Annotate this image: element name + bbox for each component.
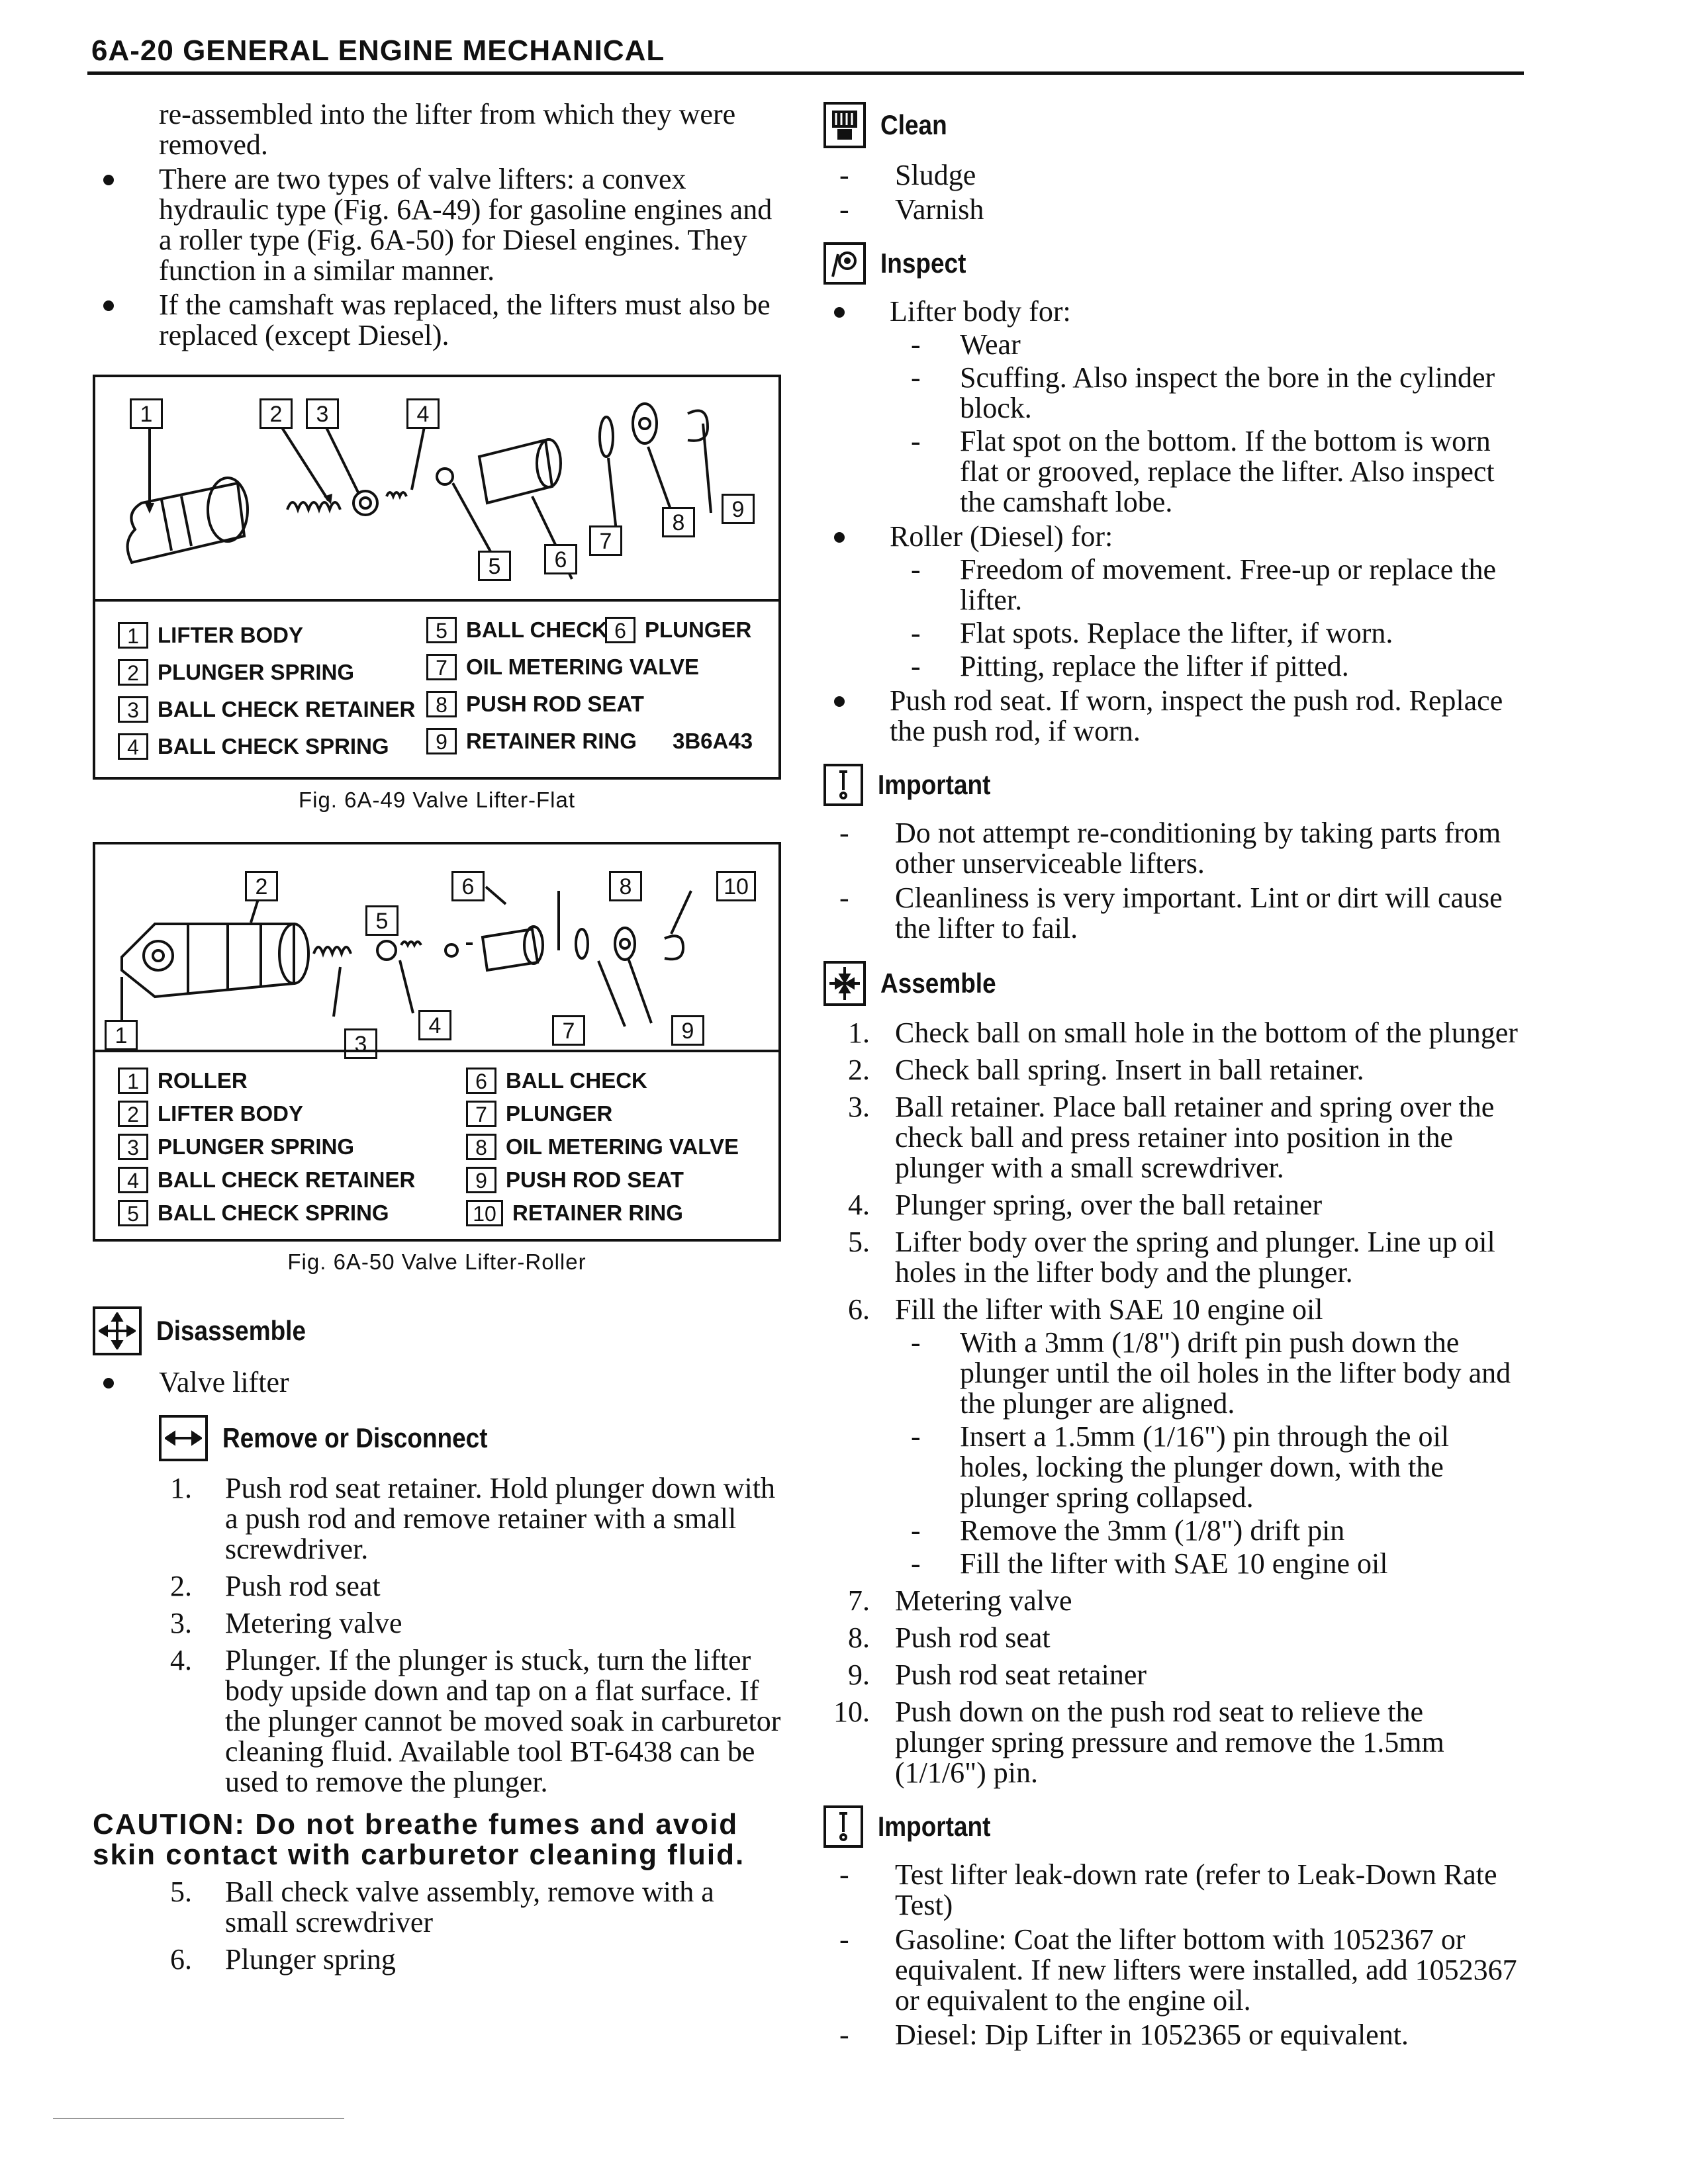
important2-item-1: - Test lifter leak-down rate (refer to Leak-Down Rate Test) bbox=[823, 1860, 1519, 1921]
assemble-title: Assemble bbox=[880, 968, 996, 999]
important-heading-1 bbox=[823, 764, 1519, 806]
fig50-legend-item-6: 6 BALL CHECK bbox=[466, 1066, 647, 1096]
important-icon bbox=[823, 1805, 863, 1848]
assemble-step-8: 8. Push rod seat bbox=[848, 1621, 1051, 1654]
inspect-freedom: - Freedom of movement. Free-up or replace the lifter. bbox=[823, 555, 1519, 615]
fig50-caption: Fig. 6A-50 Valve Lifter-Roller bbox=[287, 1250, 586, 1274]
disassemble-step-6: 6. Plunger spring bbox=[170, 1943, 396, 1976]
figure-6a-50 bbox=[93, 842, 781, 1242]
fig50-callout-1: 1 bbox=[105, 1020, 138, 1050]
inspect-flat-spots: - Flat spots. Replace the lifter, if worn. bbox=[823, 618, 1519, 649]
fig49-callout-9: 9 bbox=[722, 494, 755, 524]
inspect-icon bbox=[823, 242, 866, 285]
fig50-legend-item-8: 8 OIL METERING VALVE bbox=[466, 1132, 739, 1162]
inspect-wear: - Wear bbox=[823, 330, 1519, 360]
fig49-legend-item-2: 2 PLUNGER SPRING bbox=[118, 657, 354, 688]
clean-heading bbox=[823, 102, 1519, 148]
disassemble-icon bbox=[93, 1306, 142, 1355]
fig50-callout-9: 9 bbox=[671, 1015, 704, 1046]
inspect-heading bbox=[823, 242, 1519, 285]
important-heading-2 bbox=[823, 1805, 1519, 1848]
fig49-caption: Fig. 6A-49 Valve Lifter-Flat bbox=[298, 788, 576, 812]
assemble-step-4: 4. Plunger spring, over the ball retainer bbox=[848, 1189, 1323, 1221]
fig50-callout-6: 6 bbox=[451, 871, 485, 901]
disassemble-step-5: 5. Ball check valve assembly, remove with a small screwdriver bbox=[170, 1876, 714, 1938]
fig50-legend-item-5: 5 BALL CHECK SPRING bbox=[118, 1198, 389, 1228]
important-title-1: Important bbox=[878, 769, 991, 800]
bottom-rule bbox=[53, 2118, 344, 2119]
fig49-callout-4: 4 bbox=[406, 398, 440, 429]
clean-item-varnish: - Varnish bbox=[823, 195, 1519, 225]
fig49-code: 3B6A43 bbox=[673, 729, 753, 753]
important2-item-3: - Diesel: Dip Lifter in 1052365 or equivalent. bbox=[823, 2020, 1519, 2050]
fig50-callout-3: 3 bbox=[344, 1028, 377, 1059]
assemble-icon bbox=[823, 961, 866, 1006]
assemble-sub-1: - With a 3mm (1/8") drift pin push down the plunger until the oil holes in the lifter body and the plunger are aligned. bbox=[823, 1328, 1519, 1419]
fig49-callout-2: 2 bbox=[259, 398, 293, 429]
fig49-callout-8: 8 bbox=[662, 507, 695, 537]
caution-note: CAUTION: Do not breathe fumes and avoid skin contact with carburetor cleaning fluid. bbox=[93, 1808, 745, 1871]
fig50-callout-8: 8 bbox=[609, 871, 642, 901]
assemble-step-9: 9. Push rod seat retainer bbox=[848, 1659, 1147, 1691]
fig49-legend-item-7: 7 OIL METERING VALVE bbox=[426, 652, 699, 682]
fig50-callout-7: 7 bbox=[552, 1015, 585, 1046]
inspect-scuffing: - Scuffing. Also inspect the bore in the cylinder block. bbox=[823, 363, 1519, 424]
inspect-push-rod-seat: Push rod seat. If worn, inspect the push rod. Replace the push rod, if worn. bbox=[823, 686, 1519, 747]
assemble-sub-3: - Remove the 3mm (1/8") drift pin bbox=[823, 1516, 1519, 1546]
clean-icon bbox=[823, 102, 866, 148]
fig49-legend-item-4: 4 BALL CHECK SPRING bbox=[118, 731, 389, 762]
fig50-legend-item-1: 1 ROLLER bbox=[118, 1066, 248, 1096]
assemble-step-1: 1. Check ball on small hole in the bottom of the plunger bbox=[848, 1017, 1518, 1049]
left-column bbox=[93, 99, 781, 1975]
important2-item-2: - Gasoline: Coat the lifter bottom with 1052367 or equivalent. If new lifters were installed, add 1052367 or equivalent to the engine oil. bbox=[823, 1925, 1519, 2016]
header-rule bbox=[87, 71, 1524, 75]
fig49-legend bbox=[95, 599, 778, 780]
fig49-legend-item-8: 8 PUSH ROD SEAT bbox=[426, 689, 644, 719]
fig49-legend-item-9: 9 RETAINER RING bbox=[426, 726, 637, 756]
assemble-step-6: 6. Fill the lifter with SAE 10 engine oil bbox=[848, 1293, 1323, 1326]
disassemble-step-1: 1. Push rod seat retainer. Hold plunger down with a push rod and remove retainer with a small screwdriver. bbox=[170, 1472, 775, 1565]
inspect-roller: Roller (Diesel) for: bbox=[823, 522, 1519, 552]
fig50-callout-5: 5 bbox=[365, 905, 399, 936]
important-title-2: Important bbox=[878, 1811, 991, 1842]
bullet-lifter-types: There are two types of valve lifters: a convex hydraulic type (Fig. 6A-49) for gasoline engines and a roller type (Fig. 6A-50) for Diesel engines. They function in a similar manner. bbox=[93, 164, 781, 286]
disassemble-step-2: 2. Push rod seat bbox=[170, 1570, 381, 1602]
fig50-legend-item-2: 2 LIFTER BODY bbox=[118, 1099, 303, 1129]
remove-disconnect-icon bbox=[159, 1415, 208, 1461]
remove-title: Remove or Disconnect bbox=[222, 1422, 488, 1453]
assemble-heading bbox=[823, 961, 1519, 1006]
clean-title: Clean bbox=[880, 109, 947, 140]
important1-item-1: - Do not attempt re-conditioning by taking parts from other unserviceable lifters. bbox=[823, 818, 1519, 879]
fig49-legend-item-5: 5 BALL CHECK bbox=[426, 615, 608, 645]
fig50-callout-4: 4 bbox=[418, 1010, 451, 1040]
assemble-step-10: 10. Push down on the push rod seat to relieve the plunger spring pressure and remove the 1.5mm (1/1/6") pin. bbox=[833, 1696, 1444, 1789]
right-column bbox=[823, 99, 1519, 2050]
fig49-callout-6: 6 bbox=[544, 544, 577, 574]
intro-text: re-assembled into the lifter from which they were removed. bbox=[159, 98, 736, 161]
assemble-step-2: 2. Check ball spring. Insert in ball retainer. bbox=[848, 1054, 1364, 1086]
figure-6a-49 bbox=[93, 375, 781, 780]
fig50-callout-10: 10 bbox=[716, 871, 756, 901]
fig50-legend-item-10: 10 RETAINER RING bbox=[466, 1198, 683, 1228]
clean-item-sludge: - Sludge bbox=[823, 160, 1519, 191]
inspect-pitting: - Pitting, replace the lifter if pitted. bbox=[823, 651, 1519, 682]
fig49-callout-3: 3 bbox=[306, 398, 339, 429]
assemble-step-5: 5. Lifter body over the spring and plunger. Line up oil holes in the lifter body and the plunger. bbox=[848, 1226, 1495, 1289]
important-icon bbox=[823, 764, 863, 806]
fig49-legend-item-1: 1 LIFTER BODY bbox=[118, 620, 303, 651]
fig50-legend-item-4: 4 BALL CHECK RETAINER bbox=[118, 1165, 415, 1195]
fig49-callout-5: 5 bbox=[478, 551, 511, 581]
assemble-sub-2: - Insert a 1.5mm (1/16") pin through the oil holes, locking the plunger down, with the plunger spring collapsed. bbox=[823, 1422, 1519, 1513]
inspect-lifter-body: Lifter body for: bbox=[823, 296, 1519, 327]
bullet-valve-lifter: Valve lifter bbox=[93, 1367, 781, 1398]
fig49-legend-item-3: 3 BALL CHECK RETAINER bbox=[118, 694, 415, 725]
fig50-callout-2: 2 bbox=[245, 871, 278, 901]
disassemble-title: Disassemble bbox=[156, 1315, 306, 1346]
disassemble-step-4: 4. Plunger. If the plunger is stuck, turn the lifter body upside down and tap on a flat surface. If the plunger cannot be moved soak in carburetor cleaning fluid. Available tool BT-6438 can be used to remove the plunger. bbox=[170, 1644, 781, 1798]
assemble-sub-4: - Fill the lifter with SAE 10 engine oil bbox=[823, 1549, 1519, 1579]
disassemble-step-3: 3. Metering valve bbox=[170, 1607, 402, 1639]
fig49-callout-7: 7 bbox=[589, 525, 622, 556]
page-header: 6A-20 GENERAL ENGINE MECHANICAL bbox=[91, 34, 665, 67]
assemble-step-3: 3. Ball retainer. Place ball retainer and spring over the check ball and press retainer into position in the plunger with a small screwdriver. bbox=[848, 1091, 1495, 1184]
inspect-title: Inspect bbox=[880, 248, 966, 279]
fig50-legend-item-9: 9 PUSH ROD SEAT bbox=[466, 1165, 684, 1195]
fig49-legend-item-6: 6 PLUNGER bbox=[605, 615, 751, 645]
fig50-legend-item-3: 3 PLUNGER SPRING bbox=[118, 1132, 354, 1162]
fig50-legend bbox=[95, 1050, 778, 1244]
important1-item-2: - Cleanliness is very important. Lint or dirt will cause the lifter to fail. bbox=[823, 883, 1519, 944]
bullet-camshaft: If the camshaft was replaced, the lifters must also be replaced (except Diesel). bbox=[93, 290, 781, 351]
disassemble-heading bbox=[93, 1306, 781, 1355]
remove-heading bbox=[159, 1415, 781, 1461]
fig49-callout-1: 1 bbox=[130, 398, 163, 429]
inspect-flat-spot: - Flat spot on the bottom. If the bottom is worn flat or grooved, replace the lifter. Also inspect the camshaft lobe. bbox=[823, 426, 1519, 518]
fig50-legend-item-7: 7 PLUNGER bbox=[466, 1099, 612, 1129]
assemble-step-7: 7. Metering valve bbox=[848, 1584, 1072, 1617]
